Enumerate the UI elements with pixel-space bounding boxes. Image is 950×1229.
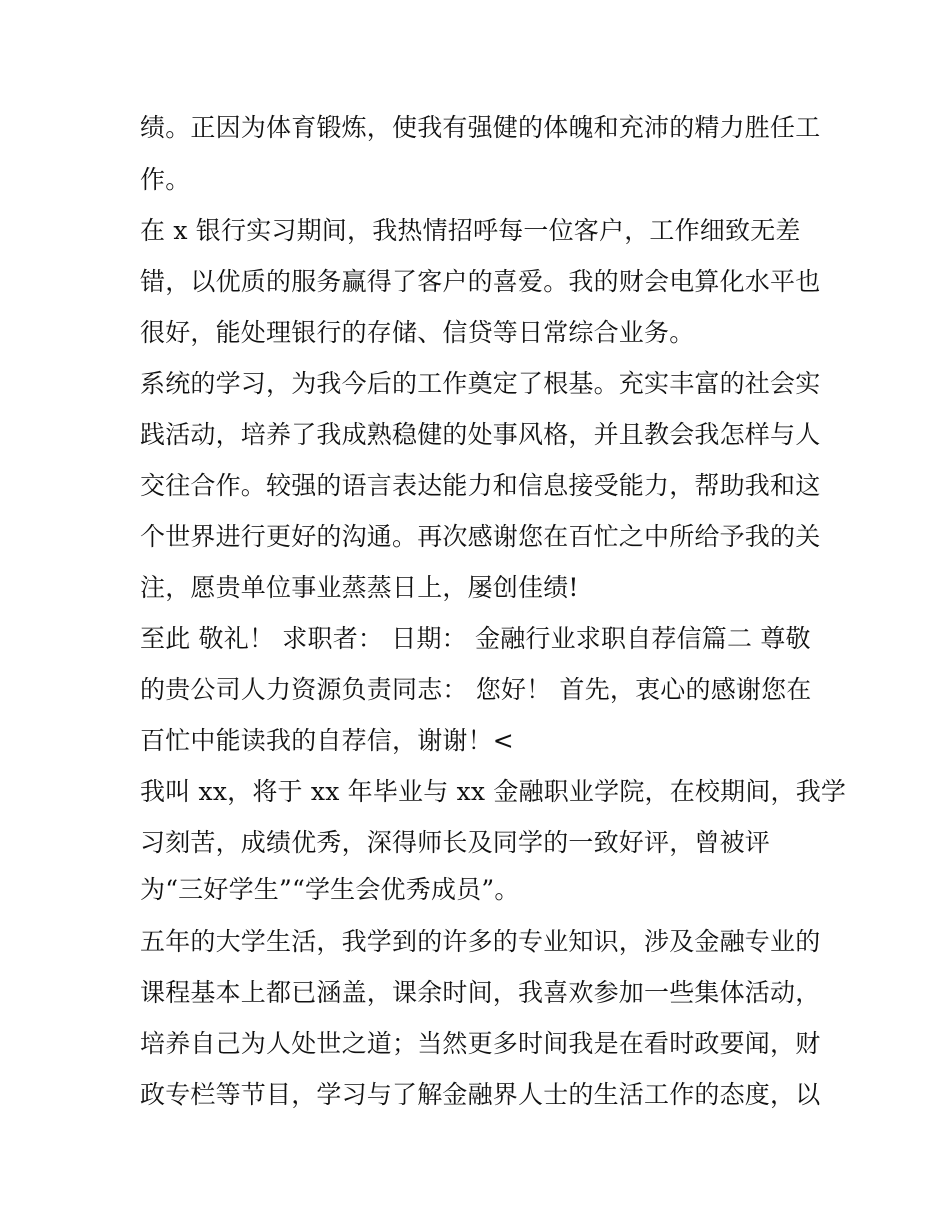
text-line: 注，愿贵单位事业蒸蒸日上，屡创佳绩! <box>140 573 579 602</box>
text-line: 至此 敬礼！ 求职者： 日期： 金融行业求职自荐信篇二 尊敬 <box>140 624 811 653</box>
text-line: 践活动，培养了我成熟稳健的处事风格，并且教会我怎样与人 <box>140 420 821 449</box>
text-line: 为“三好学生”“学生会优秀成员”。 <box>140 875 520 904</box>
text-line: 绩。正因为体育锻炼，使我有强健的体魄和充沛的精力胜任工 <box>140 113 821 142</box>
text-line: 习刻苦，成绩优秀，深得师长及同学的一致好评，曾被评 <box>140 828 771 857</box>
text-line: 课程基本上都已涵盖，课余时间，我喜欢参加一些集体活动， <box>140 978 821 1007</box>
text-line: 个世界进行更好的沟通。再次感谢您在百忙之中所给予我的关 <box>140 522 821 551</box>
text-line: 很好，能处理银行的存储、信贷等日常综合业务。 <box>140 318 695 347</box>
text-line: 五年的大学生活，我学到的许多的专业知识，涉及金融专业的 <box>140 927 821 956</box>
text-line: 政专栏等节目，学习与了解金融界人士的生活工作的态度，以 <box>140 1080 821 1109</box>
text-line: 交往合作。较强的语言表达能力和信息接受能力，帮助我和这 <box>140 471 821 500</box>
text-line: 作。 <box>140 165 191 194</box>
text-line: 的贵公司人力资源负责同志： 您好！ 首先，衷心的感谢您在 <box>140 675 812 704</box>
text-line: 百忙中能读我的自荐信，谢谢！< <box>140 726 514 755</box>
text-line: 错，以优质的服务赢得了客户的喜爱。我的财会电算化水平也 <box>140 267 821 296</box>
text-line: 在 x 银行实习期间，我热情招呼每一位客户，工作细致无差 <box>140 216 801 245</box>
text-line: 培养自己为人处世之道；当然更多时间我是在看时政要闻，财 <box>140 1029 821 1058</box>
text-line: 我叫 xx，将于 xx 年毕业与 xx 金融职业学院，在校期间，我学 <box>140 777 847 806</box>
text-line: 系统的学习，为我今后的工作奠定了根基。充实丰富的社会实 <box>140 369 821 398</box>
